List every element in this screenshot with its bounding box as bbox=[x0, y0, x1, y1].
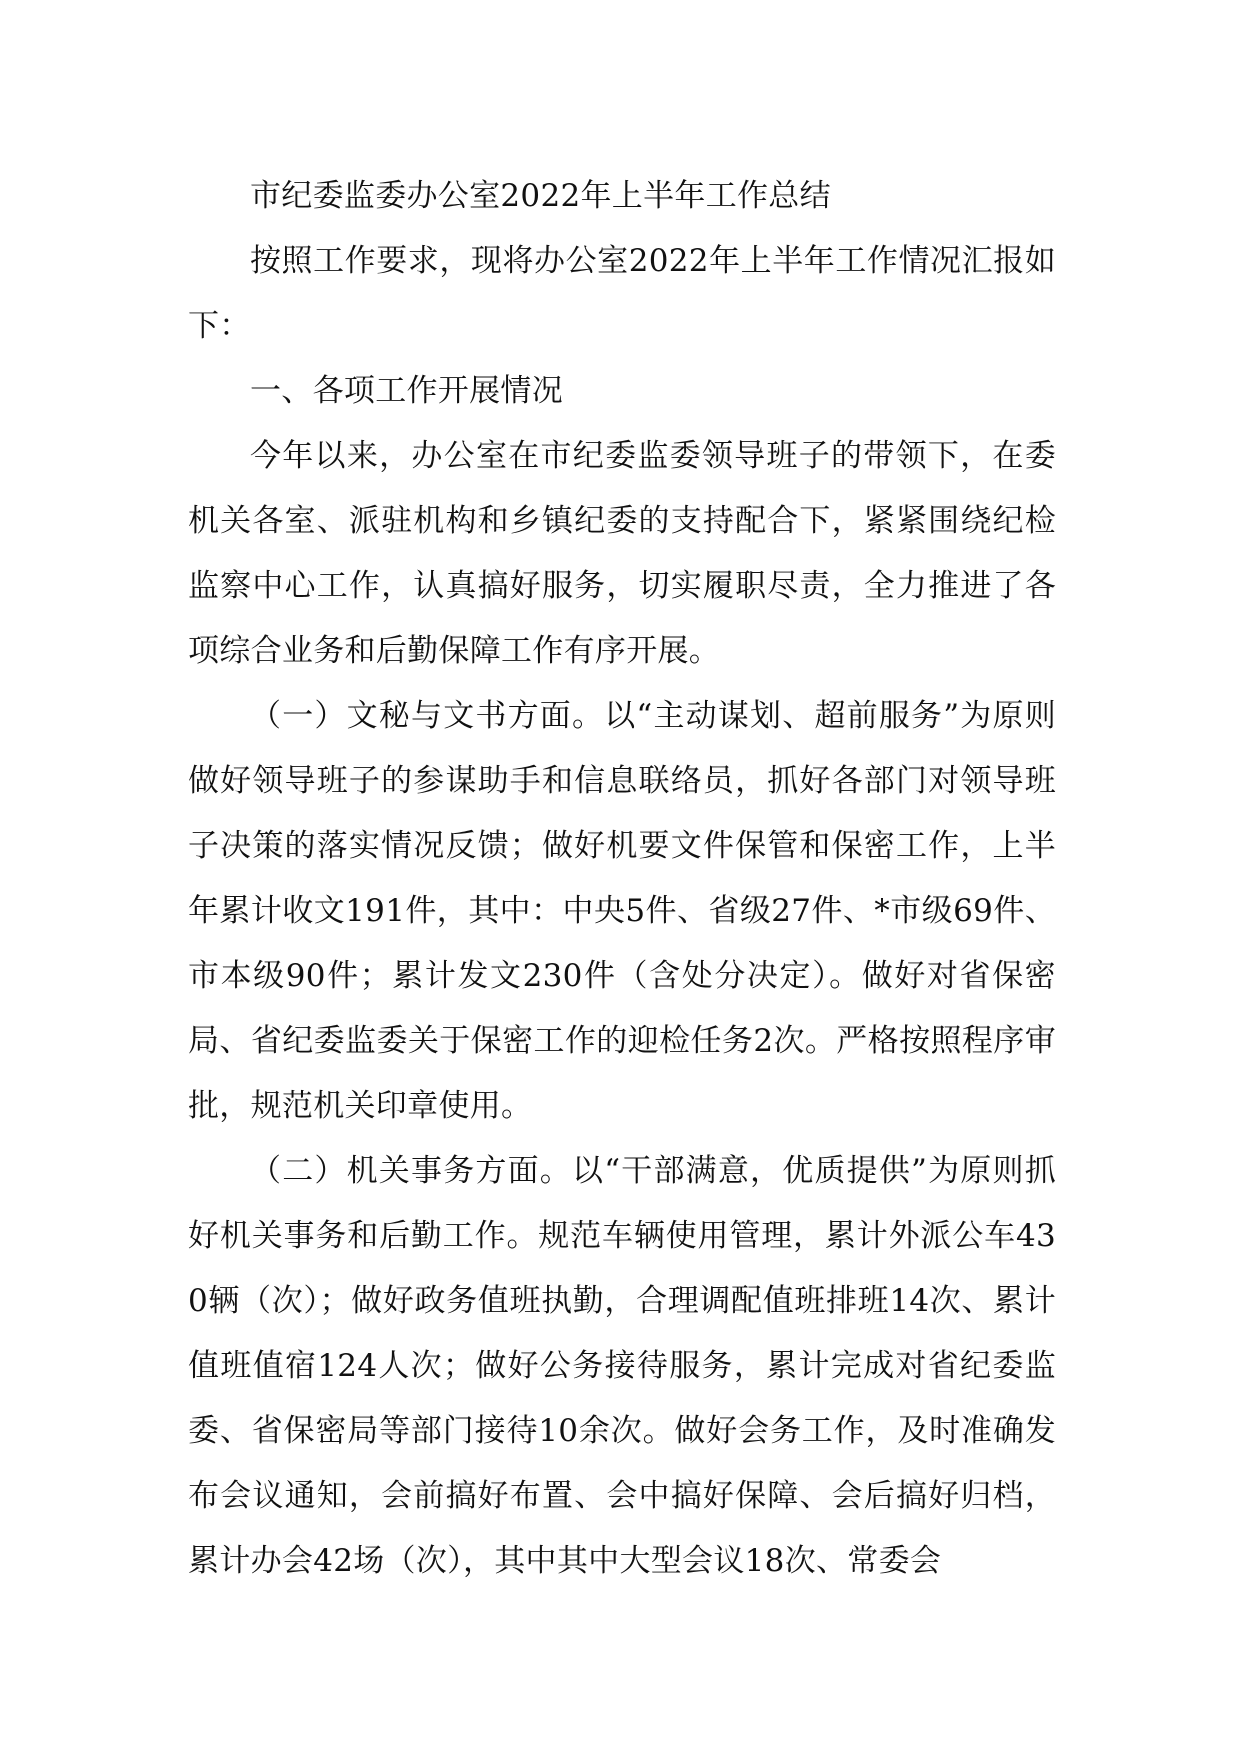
paragraph-affairs: （二）机关事务方面。以“干部满意，优质提供”为原则抓好机关事务和后勤工作。规范车辆使用管理，累计外派公车430辆（次）；做好政务值班执勤，合理调配值班排班14次、累计值班值宿124人次；做好公务接待服务，累计完成对省纪委监委、省保密局等部门接待10余次。做好会务工作，及时准确发布会议通知，会前搞好布置、会中搞好保障、会后搞好归档，累计办会42场（次），其中其中大型会议18次、常委会 bbox=[188, 1153, 1056, 1579]
paragraph-overview: 今年以来，办公室在市纪委监委领导班子的带领下，在委机关各室、派驻机构和乡镇纪委的支持配合下，紧紧围绕纪检监察中心工作，认真搞好服务，切实履职尽责，全力推进了各项综合业务和后勤保障工作有序开展。 bbox=[188, 438, 1056, 669]
document-title: 市纪委监委办公室2022年上半年工作总结 bbox=[250, 178, 831, 214]
section-heading: 一、各项工作开展情况 bbox=[250, 373, 563, 409]
paragraph-intro: 按照工作要求，现将办公室2022年上半年工作情况汇报如下： bbox=[188, 243, 1056, 344]
paragraph-secretarial: （一）文秘与文书方面。以“主动谋划、超前服务”为原则做好领导班子的参谋助手和信息联络员，抓好各部门对领导班子决策的落实情况反馈；做好机要文件保管和保密工作，上半年累计收文191件，其中：中央5件、省级27件、*市级69件、市本级90件；累计发文230件（含处分决定）。做好对省保密局、省纪委监委关于保密工作的迎检任务2次。严格按照程序审批，规范机关印章使用。 bbox=[188, 698, 1056, 1124]
document-body bbox=[188, 164, 1056, 1594]
